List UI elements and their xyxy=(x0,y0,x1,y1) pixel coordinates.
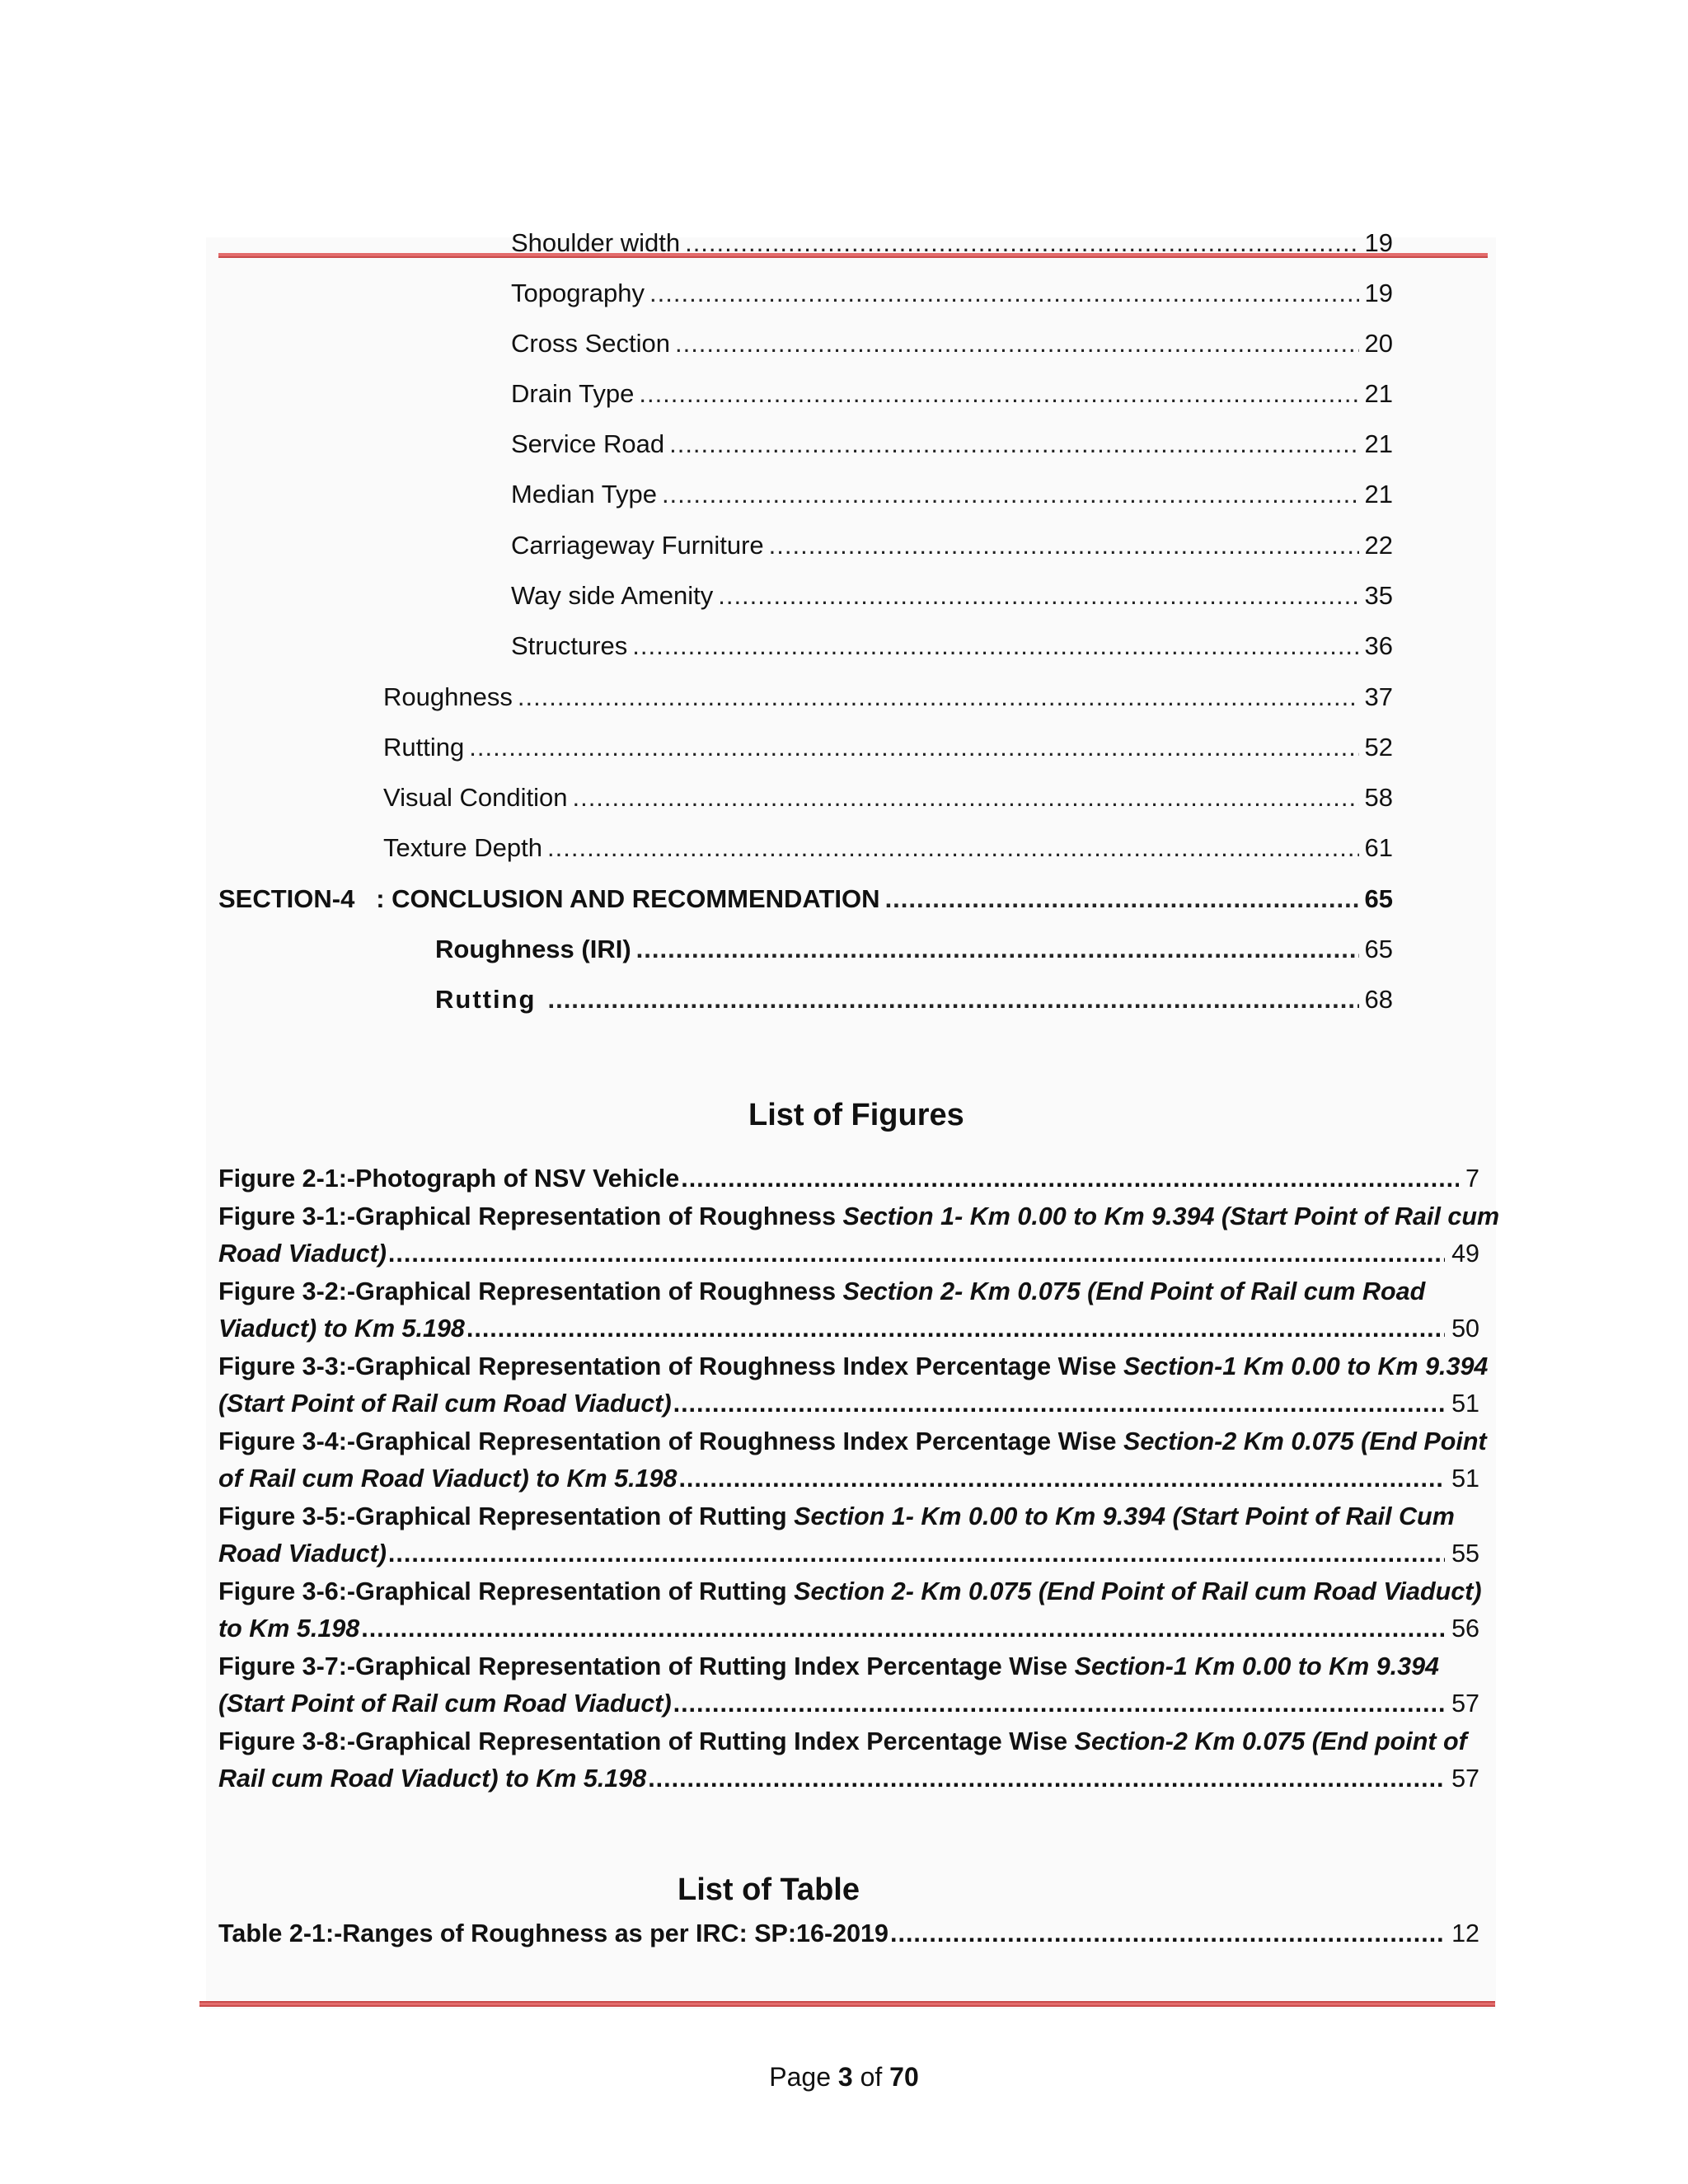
toc-entry-title: Structures xyxy=(511,631,628,660)
toc-entry-page: 21 xyxy=(1364,379,1393,408)
toc-entry-title: Shoulder width xyxy=(511,228,681,257)
toc-entry-page: 37 xyxy=(1364,682,1393,711)
table-label: Table 2-1:-Ranges of Roughness as per IRC: SP:16-2019 xyxy=(218,1919,889,1947)
leader-dots xyxy=(718,579,1358,612)
figure-caption-italic: Road Viaduct) xyxy=(218,1240,387,1268)
figure-label: Figure 2-1:-Photograph of NSV Vehicle xyxy=(218,1165,680,1193)
figure-line xyxy=(218,1498,1479,1535)
leader-dots xyxy=(649,277,1359,310)
toc-entry-page: 19 xyxy=(1364,228,1393,257)
toc-entry-page: 20 xyxy=(1364,329,1393,358)
figure-caption-italic: Section-2 Km 0.075 (End point of xyxy=(1074,1727,1467,1755)
table-line xyxy=(218,1915,1479,1952)
figure-caption-italic: Section-1 Km 0.00 to Km 9.394 xyxy=(1123,1352,1489,1380)
toc-entry[interactable] xyxy=(383,731,1393,764)
leader-dots xyxy=(547,983,1358,1016)
leader-dots xyxy=(662,478,1359,511)
toc-entry-title: SECTION-4 : CONCLUSION AND RECOMMENDATION xyxy=(218,884,880,913)
figure-caption-italic: Road Viaduct) xyxy=(218,1540,387,1568)
leader-dots xyxy=(361,1610,1445,1647)
toc-entry[interactable] xyxy=(511,579,1393,612)
toc-entry[interactable] xyxy=(511,227,1393,260)
figure-line xyxy=(218,1273,1479,1310)
figure-line xyxy=(218,1535,1479,1572)
leader-dots xyxy=(518,681,1359,714)
leader-dots xyxy=(673,1685,1445,1722)
toc-entry[interactable] xyxy=(511,277,1393,310)
figure-entry[interactable] xyxy=(218,1648,1479,1722)
toc-entry[interactable] xyxy=(511,529,1393,562)
total-pages: 70 xyxy=(889,2062,919,2092)
toc-entry-title: Rutting xyxy=(435,985,537,1014)
toc-entry[interactable] xyxy=(383,832,1393,865)
toc-entry[interactable] xyxy=(511,327,1393,360)
leader-dots xyxy=(648,1760,1445,1797)
leader-dots xyxy=(678,1460,1445,1497)
figure-line xyxy=(218,1160,1479,1197)
toc-entry-title: Service Road xyxy=(511,429,665,458)
figure-entry[interactable] xyxy=(218,1273,1479,1347)
figure-page: 7 xyxy=(1465,1165,1479,1193)
leader-dots xyxy=(769,529,1359,562)
figure-caption-italic: Section-1 Km 0.00 to Km 9.394 xyxy=(1074,1652,1440,1680)
toc-entry-title: Cross Section xyxy=(511,329,670,358)
page-number xyxy=(0,2062,1688,2093)
figure-page: 56 xyxy=(1451,1615,1479,1643)
toc-entry-page: 68 xyxy=(1364,985,1393,1014)
table-page: 12 xyxy=(1451,1919,1479,1947)
figure-line xyxy=(218,1685,1479,1722)
figure-page: 57 xyxy=(1451,1765,1479,1793)
figure-entry[interactable] xyxy=(218,1198,1500,1272)
table-entry[interactable] xyxy=(218,1915,1479,1952)
figure-label: Figure 3-3:-Graphical Representation of Roughness Index Percentage Wise xyxy=(218,1352,1123,1380)
figure-line xyxy=(218,1573,1482,1610)
figure-line xyxy=(218,1423,1487,1460)
toc-entry[interactable] xyxy=(511,428,1393,461)
figure-line xyxy=(218,1723,1479,1760)
figure-entry[interactable] xyxy=(218,1348,1489,1422)
figure-page: 49 xyxy=(1451,1240,1479,1268)
toc-entry[interactable] xyxy=(511,630,1393,663)
figure-caption-italic: (Start Point of Rail cum Road Viaduct) xyxy=(218,1390,672,1418)
figure-caption-italic: Viaduct) to Km 5.198 xyxy=(218,1315,465,1343)
toc-entry[interactable] xyxy=(511,478,1393,511)
figure-label: Figure 3-1:-Graphical Representation of Roughness xyxy=(218,1202,843,1230)
leader-dots xyxy=(885,883,1359,916)
toc-entry-page: 65 xyxy=(1364,884,1393,913)
leader-dots xyxy=(547,832,1359,865)
toc-entry-page: 58 xyxy=(1364,783,1393,812)
figure-label: Figure 3-7:-Graphical Representation of Rutting Index Percentage Wise xyxy=(218,1652,1075,1680)
figure-line xyxy=(218,1235,1479,1272)
figure-line xyxy=(218,1648,1479,1685)
toc-entry-title: Roughness (IRI) xyxy=(435,935,631,963)
leader-dots xyxy=(681,1160,1459,1197)
footer-rule xyxy=(199,2001,1495,2007)
figure-line xyxy=(218,1610,1479,1647)
page-prefix: Page xyxy=(769,2062,838,2092)
toc-entry-title: Carriageway Furniture xyxy=(511,531,764,560)
leader-dots xyxy=(388,1535,1445,1572)
figure-label: Figure 3-4:-Graphical Representation of Roughness Index Percentage Wise xyxy=(218,1427,1123,1455)
toc-section-entry[interactable] xyxy=(218,883,1393,916)
leader-dots xyxy=(572,781,1358,814)
figure-page: 55 xyxy=(1451,1540,1479,1568)
leader-dots xyxy=(685,227,1358,260)
leader-dots xyxy=(469,731,1358,764)
figure-line xyxy=(218,1348,1489,1385)
figure-caption-italic: Section 1- Km 0.00 to Km 9.394 (Start Point of Rail Cum xyxy=(794,1502,1455,1530)
toc-entry-page: 36 xyxy=(1364,631,1393,660)
figure-line xyxy=(218,1385,1479,1422)
figure-line xyxy=(218,1760,1479,1797)
page-of: of xyxy=(852,2062,890,2092)
figure-caption-italic: Rail cum Road Viaduct) to Km 5.198 xyxy=(218,1765,647,1793)
toc-entry[interactable] xyxy=(435,983,1393,1016)
figure-caption-italic: of Rail cum Road Viaduct) to Km 5.198 xyxy=(218,1465,678,1493)
figure-entry[interactable] xyxy=(218,1573,1482,1647)
toc-entry-page: 21 xyxy=(1364,480,1393,509)
figure-label: Figure 3-6:-Graphical Representation of Rutting xyxy=(218,1577,795,1605)
toc-entry-page: 22 xyxy=(1364,531,1393,560)
figure-caption-italic: Section 2- Km 0.075 (End Point of Rail cum Road Viaduct) xyxy=(794,1577,1482,1605)
figure-entry[interactable] xyxy=(218,1160,1479,1197)
toc-entry-title: Way side Amenity xyxy=(511,581,714,610)
toc-entry[interactable] xyxy=(383,681,1393,714)
toc-entry-title: Roughness xyxy=(383,682,513,711)
toc-entry-title: Median Type xyxy=(511,480,657,509)
toc-entry-title: Drain Type xyxy=(511,379,635,408)
toc-entry-title: Rutting xyxy=(383,733,465,762)
leader-dots xyxy=(669,428,1358,461)
figure-line xyxy=(218,1310,1479,1347)
figure-caption-italic: Section-2 Km 0.075 (End Point xyxy=(1123,1427,1487,1455)
leader-dots xyxy=(388,1235,1445,1272)
current-page: 3 xyxy=(837,2062,853,2092)
figure-line xyxy=(218,1198,1500,1235)
toc-entry-page: 61 xyxy=(1364,833,1393,862)
toc-entry-title: Visual Condition xyxy=(383,783,568,812)
leader-dots xyxy=(890,1915,1445,1952)
figure-label: Figure 3-8:-Graphical Representation of Rutting Index Percentage Wise xyxy=(218,1727,1075,1755)
toc-entry-page: 52 xyxy=(1364,733,1393,762)
leader-dots xyxy=(632,630,1358,663)
leader-dots xyxy=(636,933,1359,966)
list-of-figures-heading: List of Figures xyxy=(748,1098,964,1132)
toc-entry-page: 65 xyxy=(1364,935,1393,963)
figure-page: 57 xyxy=(1451,1690,1479,1718)
leader-dots xyxy=(639,377,1358,410)
list-of-table-heading: List of Table xyxy=(678,1872,860,1907)
figure-label: Figure 3-5:-Graphical Representation of Rutting xyxy=(218,1502,795,1530)
figure-caption-italic: Section 1- Km 0.00 to Km 9.394 (Start Point of Rail cum xyxy=(842,1202,1500,1230)
toc-entry[interactable] xyxy=(435,933,1393,966)
figure-page: 51 xyxy=(1451,1465,1479,1493)
toc-entry-page: 21 xyxy=(1364,429,1393,458)
leader-dots xyxy=(675,327,1359,360)
figure-caption-italic: Section 2- Km 0.075 (End Point of Rail cum Road xyxy=(842,1277,1426,1305)
figure-entry[interactable] xyxy=(218,1723,1479,1797)
figure-caption-italic: (Start Point of Rail cum Road Viaduct) xyxy=(218,1690,672,1718)
toc-entry[interactable] xyxy=(383,781,1393,814)
toc-entry[interactable] xyxy=(511,377,1393,410)
toc-entry-page: 35 xyxy=(1364,581,1393,610)
leader-dots xyxy=(673,1385,1445,1422)
figure-label: Figure 3-2:-Graphical Representation of Roughness xyxy=(218,1277,843,1305)
figure-page: 51 xyxy=(1451,1390,1479,1418)
toc-entry-page: 19 xyxy=(1364,279,1393,307)
toc-entry-title: Topography xyxy=(511,279,645,307)
toc-entry-title: Texture Depth xyxy=(383,833,542,862)
figure-page: 50 xyxy=(1451,1315,1479,1343)
figure-entry[interactable] xyxy=(218,1423,1487,1497)
leader-dots xyxy=(467,1310,1445,1347)
figure-caption-italic: to Km 5.198 xyxy=(218,1615,360,1643)
figure-line xyxy=(218,1460,1479,1497)
figure-entry[interactable] xyxy=(218,1498,1479,1572)
